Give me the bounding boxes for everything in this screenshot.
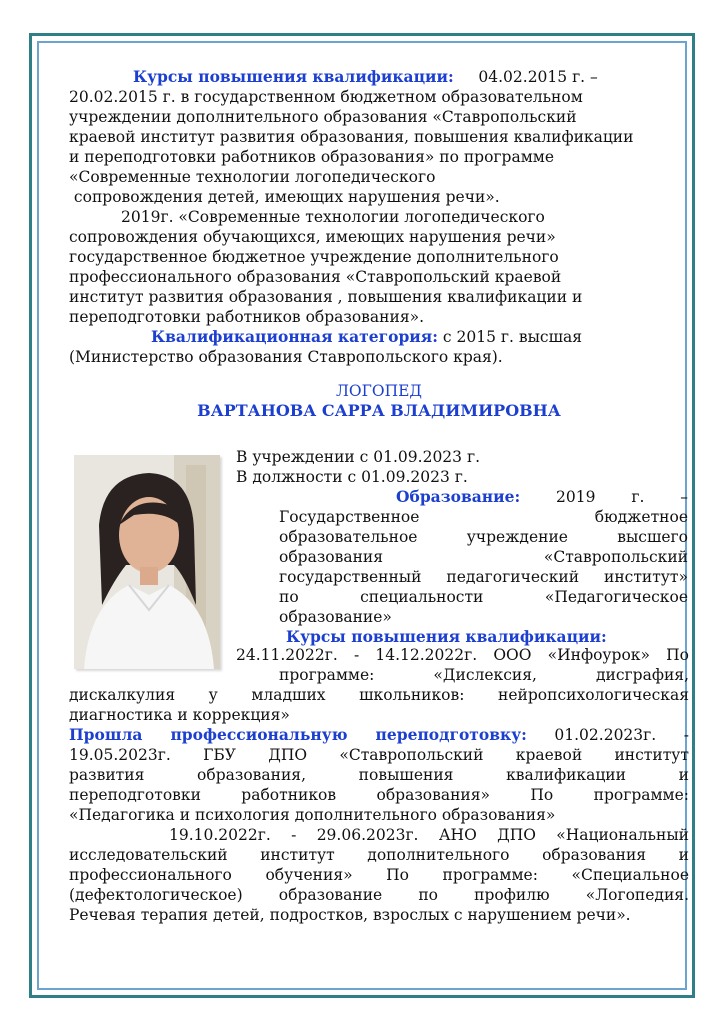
category-line-2: (Министерство образования Ставропольского края). [69,348,503,366]
role-title: ЛОГОПЕД [335,382,423,400]
bottom-section [69,645,689,925]
courses-text-line: и переподготовки работников образования» по программе [69,148,555,166]
in-position: В должности с 01.09.2023 г. [236,468,468,486]
course2-first-line: 2019г. «Современные технологии логопедического [121,208,545,226]
courses-line [69,67,689,87]
course-cont-line: диагностика и коррекция» [69,706,290,724]
retraining-label: Прошла профессиональную переподготовку: [69,725,527,744]
person-name: ВАРТАНОВА САРРА ВЛАДИМИРОВНА [197,401,561,420]
retraining-text-line: 19.05.2023г. ГБУ ДПО «Ставропольский краевой институт [69,746,689,764]
top-section [69,67,689,421]
education-text-line: государственный педагогический институт» [279,568,688,586]
course2-line: институт развития образования , повышения квалификации и [69,288,583,306]
course2-line: сопровождения обучающихся, имеющих нарушения речи» [69,228,556,246]
second-retraining-line: Речевая терапия детей, подростков, взрослых с нарушением речи». [69,906,631,924]
second-retraining-line: исследовательский институт дополнительного образования и [69,846,689,864]
portrait-photo [74,455,220,669]
education-text-line: по специальности «Педагогическое [279,588,688,606]
education-label: Образование: [396,487,521,506]
education-text-line: Государственное бюджетное [279,508,688,526]
education-text-line: образовательное учреждение высшего [279,528,688,546]
education-line [236,487,688,507]
course-line: программе: «Дислексия, дисграфия, [279,666,689,684]
retraining-text-line: переподготовки работников образования» По программе: [69,786,689,804]
courses-text-line: учреждении дополнительного образования «Ставропольский [69,108,577,126]
education-text-line: образования «Ставропольский [279,548,688,566]
education-head: 2019 г. – [556,488,688,506]
category-label: Квалификационная категория: [151,327,438,346]
courses-date: 04.02.2015 г. – [478,68,598,86]
courses-text-line: краевой институт развития образования, повышения квалификации [69,128,634,146]
retraining-line [69,725,689,745]
person-details [236,447,688,647]
category-line [69,327,689,347]
course2-line: профессионального образования «Ставропольский краевой [69,268,562,286]
courses-text-line: 20.02.2015 г. в государственном бюджетном образовательном [69,88,583,106]
second-retraining-line: профессионального обучения» По программе: «Специальное [69,866,689,884]
course-line: 24.11.2022г. - 14.12.2022г. ООО «Инфоурок» По [236,646,689,664]
in-institution: В учреждении с 01.09.2023 г. [236,448,481,466]
category-text: с 2015 г. высшая [442,328,583,346]
retraining-last-line: «Педагогика и психология дополнительного образования» [69,806,556,824]
courses2-label: Курсы повышения квалификации: [286,627,607,646]
courses-text-line: «Современные технологии логопедического [69,168,436,186]
education-last-line: образование» [279,608,392,626]
course2-line: переподготовки работников образования». [69,308,425,326]
retraining-date: 01.02.2023г. - [554,726,689,744]
second-retraining-first: 19.10.2022г. - 29.06.2023г. АНО ДПО «Национальный [169,826,689,844]
retraining-text-line: развития образования, повышения квалификации и [69,766,689,784]
second-retraining-line: (дефектологическое) образование по профилю «Логопедия. [69,886,689,904]
course-cont-line: дискалкулия у младших школьников: нейропсихологическая [69,686,689,704]
portrait-image [74,455,220,669]
courses-label: Курсы повышения квалификации: [133,67,454,86]
courses-text-line: сопровождения детей, имеющих нарушения речи». [69,188,500,206]
course2-line: государственное бюджетное учреждение дополнительного [69,248,559,266]
